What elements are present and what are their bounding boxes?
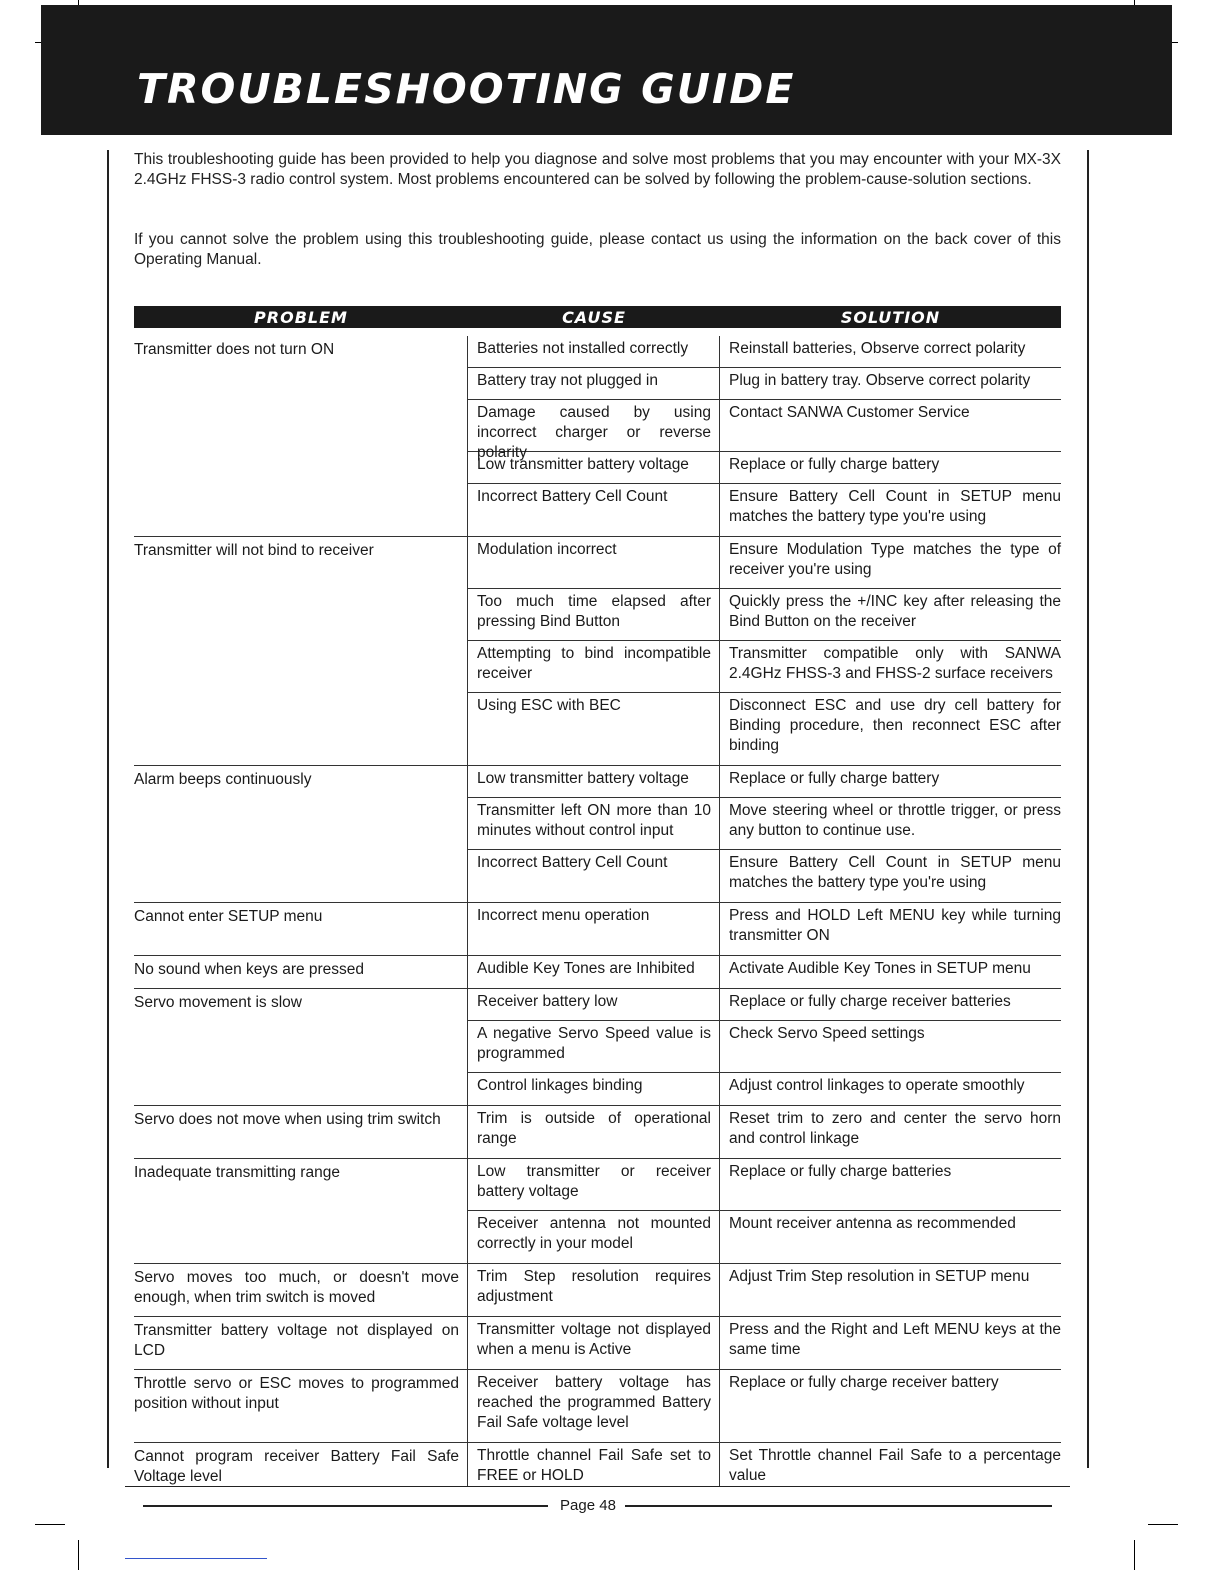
header-solution: SOLUTION <box>840 307 941 327</box>
link-underline <box>125 1558 267 1559</box>
solution-cell: Plug in battery tray. Observe correct polarity <box>729 372 1031 389</box>
cause-solution-list <box>467 336 1061 536</box>
crop-mark <box>35 1524 65 1525</box>
cause-cell: Low transmitter or receiver battery voltage <box>468 1159 720 1210</box>
solution-cell: Replace or fully charge receiver batteries <box>729 993 1011 1010</box>
solution-cell: Adjust control linkages to operate smoothly <box>729 1077 1025 1094</box>
cause-cell: Receiver antenna not mounted correctly in your model <box>468 1211 720 1263</box>
problem-group <box>134 989 1061 1106</box>
cause-solution-list <box>467 1317 1061 1369</box>
solution-cell: Press and HOLD Left MENU key while turning transmitter ON <box>729 907 1061 944</box>
header-banner <box>41 5 1172 135</box>
table-row <box>468 798 1061 850</box>
cause-cell: Too much time elapsed after pressing Bind Button <box>468 589 720 640</box>
left-margin-rule <box>107 150 109 1468</box>
table-row <box>468 1021 1061 1073</box>
cause-solution-list <box>467 956 1061 988</box>
problem-cell: Throttle servo or ESC moves to programmed position without input <box>134 1375 459 1412</box>
problem-cell: Transmitter will not bind to receiver <box>134 542 374 559</box>
problem-group <box>134 766 1061 903</box>
crop-mark <box>78 1540 79 1570</box>
header-problem: PROBLEM <box>254 307 348 327</box>
solution-cell: Ensure Battery Cell Count in SETUP menu matches the battery type you're using <box>729 488 1061 525</box>
solution-cell: Replace or fully charge receiver battery <box>729 1374 999 1391</box>
solution-cell: Contact SANWA Customer Service <box>729 404 970 421</box>
cause-solution-list <box>467 1443 1061 1487</box>
cause-cell: Incorrect Battery Cell Count <box>468 484 720 536</box>
problem-group <box>134 903 1061 956</box>
cause-solution-list <box>467 1106 1061 1158</box>
cause-cell: Damage caused by using incorrect charger or reverse polarity <box>468 400 720 451</box>
problem-cell: Servo moves too much, or doesn't move enough, when trim switch is moved <box>134 1269 459 1306</box>
table-row <box>468 903 1061 955</box>
problem-cell: Cannot program receiver Battery Fail Safe Voltage level <box>134 1448 459 1485</box>
solution-cell: Check Servo Speed settings <box>729 1025 925 1042</box>
problem-cell: Servo movement is slow <box>134 994 302 1011</box>
table-row <box>468 1370 1061 1442</box>
cause-cell: Control linkages binding <box>468 1073 720 1105</box>
cause-solution-list <box>467 1264 1061 1316</box>
problem-group <box>134 1370 1061 1443</box>
cause-solution-list <box>467 989 1061 1105</box>
problem-cell: Inadequate transmitting range <box>134 1164 340 1181</box>
cause-solution-list <box>467 1159 1061 1263</box>
cause-cell: Using ESC with BEC <box>468 693 720 765</box>
table-header <box>134 306 1061 328</box>
cause-cell: Attempting to bind incompatible receiver <box>468 641 720 692</box>
cause-cell: Incorrect menu operation <box>468 903 720 955</box>
table-row <box>468 1211 1061 1263</box>
footer-rule-right <box>625 1505 1052 1507</box>
cause-solution-list <box>467 766 1061 902</box>
solution-cell: Reset trim to zero and center the servo horn and control linkage <box>729 1110 1061 1147</box>
problem-cell: No sound when keys are pressed <box>134 961 365 978</box>
cause-cell: Trim is outside of operational range <box>468 1106 720 1158</box>
solution-cell: Press and the Right and Left MENU keys at the same time <box>729 1321 1061 1358</box>
table-row <box>468 641 1061 693</box>
solution-cell: Ensure Battery Cell Count in SETUP menu matches the battery type you're using <box>729 854 1061 891</box>
cause-solution-list <box>467 537 1061 765</box>
problem-group <box>134 956 1061 989</box>
table-row <box>468 589 1061 641</box>
troubleshooting-table <box>134 306 1061 1487</box>
problem-cell: Cannot enter SETUP menu <box>134 908 323 925</box>
problem-cell: Transmitter battery voltage not displayed on LCD <box>134 1322 459 1359</box>
solution-cell: Replace or fully charge battery <box>729 456 940 473</box>
cause-cell: Modulation incorrect <box>468 537 720 588</box>
cause-solution-list <box>467 1370 1061 1442</box>
solution-cell: Quickly press the +/INC key after releasing the Bind Button on the receiver <box>729 593 1061 630</box>
table-row <box>468 537 1061 589</box>
cause-cell: Receiver battery voltage has reached the programmed Battery Fail Safe voltage level <box>468 1370 720 1442</box>
solution-cell: Move steering wheel or throttle trigger, or press any button to continue use. <box>729 802 1061 839</box>
cause-cell: Low transmitter battery voltage <box>468 452 720 483</box>
solution-cell: Replace or fully charge batteries <box>729 1163 952 1180</box>
cause-cell: Throttle channel Fail Safe set to FREE or HOLD <box>468 1443 720 1487</box>
table-row <box>468 1264 1061 1316</box>
problem-group <box>134 1159 1061 1264</box>
table-row <box>468 693 1061 765</box>
table-row <box>468 766 1061 798</box>
page-title: TROUBLESHOOTING GUIDE <box>137 65 796 113</box>
table-row <box>468 336 1061 368</box>
table-row <box>468 368 1061 400</box>
problem-group <box>134 537 1061 766</box>
table-row <box>468 400 1061 461</box>
table-row <box>468 1073 1061 1105</box>
table-row <box>468 1443 1061 1487</box>
problem-cell: Transmitter does not turn ON <box>134 341 335 358</box>
problem-group <box>134 1443 1061 1487</box>
problem-group <box>134 1317 1061 1370</box>
table-row <box>468 1106 1061 1158</box>
table-row <box>468 850 1061 902</box>
solution-cell: Set Throttle channel Fail Safe to a percentage value <box>729 1447 1061 1484</box>
problem-cell: Alarm beeps continuously <box>134 771 312 788</box>
crop-mark <box>1134 1540 1135 1570</box>
cause-cell: Trim Step resolution requires adjustment <box>468 1264 720 1316</box>
intro-paragraph-contact: If you cannot solve the problem using this troubleshooting guide, please contact us using the information on the back cover of this Operating Manual. <box>134 231 1061 268</box>
footer-rule-left <box>143 1505 548 1507</box>
solution-cell: Transmitter compatible only with SANWA 2.4GHz FHSS-3 and FHSS-2 surface receivers <box>729 645 1061 682</box>
problem-cell: Servo does not move when using trim switch <box>134 1111 441 1128</box>
solution-cell: Ensure Modulation Type matches the type of receiver you're using <box>729 541 1061 578</box>
solution-cell: Activate Audible Key Tones in SETUP menu <box>729 960 1031 977</box>
right-margin-rule <box>1087 150 1089 1468</box>
crop-mark <box>1148 1524 1178 1525</box>
table-row <box>468 452 1061 484</box>
solution-cell: Disconnect ESC and use dry cell battery for Binding procedure, then reconnect ESC after binding <box>729 697 1061 754</box>
solution-cell: Reinstall batteries, Observe correct polarity <box>729 340 1026 357</box>
problem-group <box>134 1106 1061 1159</box>
cause-cell: Low transmitter battery voltage <box>468 766 720 797</box>
solution-cell: Replace or fully charge battery <box>729 770 940 787</box>
table-row <box>468 484 1061 536</box>
intro-paragraph: This troubleshooting guide has been provided to help you diagnose and solve most problems that you may encounter with your MX-3X 2.4GHz FHSS-3 radio control system. Most problems encountered can be solved by following the problem-cause-solution sections. <box>134 151 1061 188</box>
cause-cell: Batteries not installed correctly <box>468 336 720 367</box>
table-body <box>134 336 1061 1487</box>
footer-rule <box>125 1486 1070 1487</box>
cause-solution-list <box>467 903 1061 955</box>
cause-cell: Transmitter left ON more than 10 minutes without control input <box>468 798 720 849</box>
solution-cell: Adjust Trim Step resolution in SETUP menu <box>729 1268 1030 1285</box>
cause-cell: Incorrect Battery Cell Count <box>468 850 720 902</box>
cause-cell: A negative Servo Speed value is programmed <box>468 1021 720 1072</box>
cause-cell: Battery tray not plugged in <box>468 368 720 399</box>
table-row <box>468 956 1061 988</box>
table-row <box>468 1159 1061 1211</box>
cause-cell: Transmitter voltage not displayed when a menu is Active <box>468 1317 720 1369</box>
problem-group <box>134 1264 1061 1317</box>
problem-group <box>134 336 1061 537</box>
cause-cell: Receiver battery low <box>468 989 720 1020</box>
cause-cell: Audible Key Tones are Inhibited <box>468 956 720 988</box>
header-cause: CAUSE <box>562 307 626 327</box>
table-row <box>468 989 1061 1021</box>
page-number: Page 48 <box>560 1497 616 1514</box>
table-row <box>468 1317 1061 1369</box>
solution-cell: Mount receiver antenna as recommended <box>729 1215 1016 1232</box>
